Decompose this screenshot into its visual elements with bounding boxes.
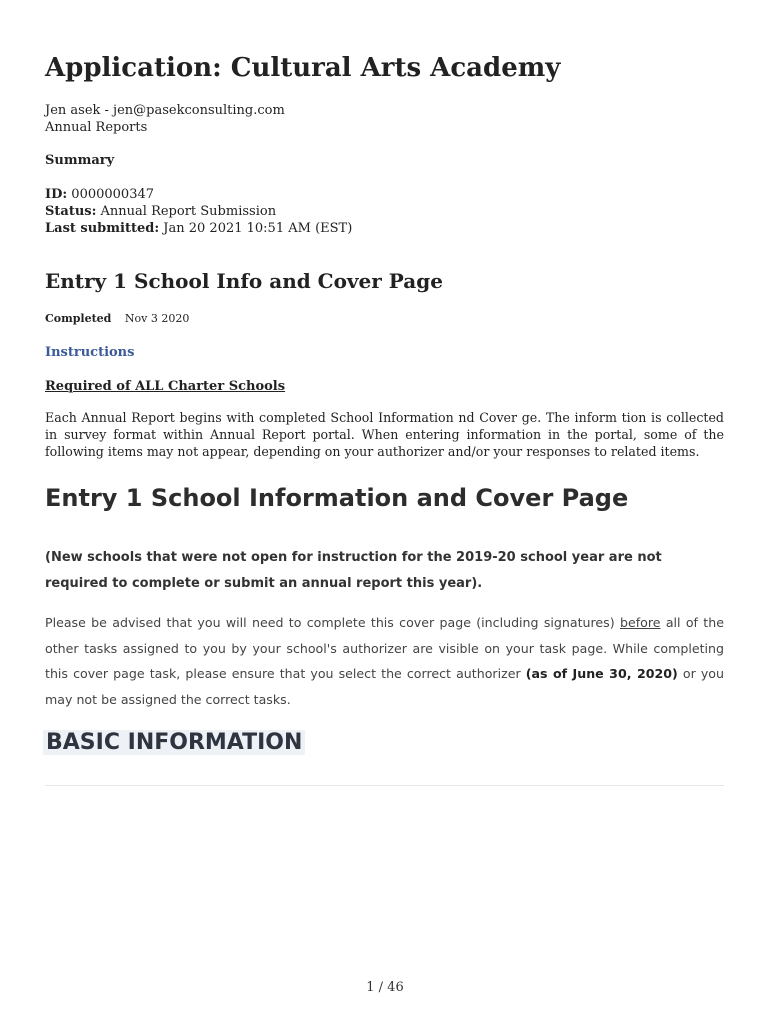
instructions-label: Instructions [45,345,135,360]
status-row [45,203,352,220]
document-page [45,0,724,1024]
advisory-paragraph [45,610,724,713]
id-value: 0000000347 [71,187,155,202]
advisory-bold: (as of June 30, 2020) [525,666,678,682]
application-title: Application: Cultural Arts Academy [45,53,561,83]
category-line: Annual Reports [45,120,148,135]
advisory-text-2: all of the other tasks assigned to you by your school's authorizer are visible on your task page. While completing this cover page task, please ensure that you select the correct authorizer [45,615,724,682]
summary-heading: Summary [45,153,115,168]
advisory-text-1: Please be advised that you will need to complete this cover page (including signatures) [45,615,620,630]
submitted-row [45,220,352,237]
status-value: Annual Report Submission [100,204,277,219]
section-heading: Entry 1 School Information and Cover Page [45,484,629,512]
completion-status [45,312,189,325]
contact-line: Jen asek - jen@pasekconsulting.com [45,103,285,118]
advisory-text-3: or you may not be assigned the correct tasks. [45,666,724,708]
submitted-value: Jan 20 2021 10:51 AM (EST) [163,221,353,236]
entry-title: Entry 1 School Info and Cover Page [45,269,443,293]
intro-paragraph: Each Annual Report begins with completed School Information nd Cover ge. The inform tion is collected in survey format within Annual Report portal. When entering information in the portal, some of the following items may not appear, depending on your authorizer and/or your responses to related items. [45,410,724,459]
summary-info [45,186,352,237]
id-label: ID: [45,187,68,202]
basic-information-heading: BASIC INFORMATION [43,730,305,755]
section-note: (New schools that were not open for instruction for the 2019-20 school year are not required to complete or submit an annual report this year). [45,550,662,591]
page-indicator: 1 / 46 [366,980,404,995]
id-row [45,186,352,203]
status-label: Status: [45,204,97,219]
required-heading: Required of ALL Charter Schools [45,379,286,394]
advisory-underlined: before [619,615,661,630]
submitted-label: Last submitted: [45,221,160,236]
completed-date: Nov 3 2020 [124,312,190,325]
completed-label: Completed [45,312,112,325]
section-divider [45,785,724,786]
